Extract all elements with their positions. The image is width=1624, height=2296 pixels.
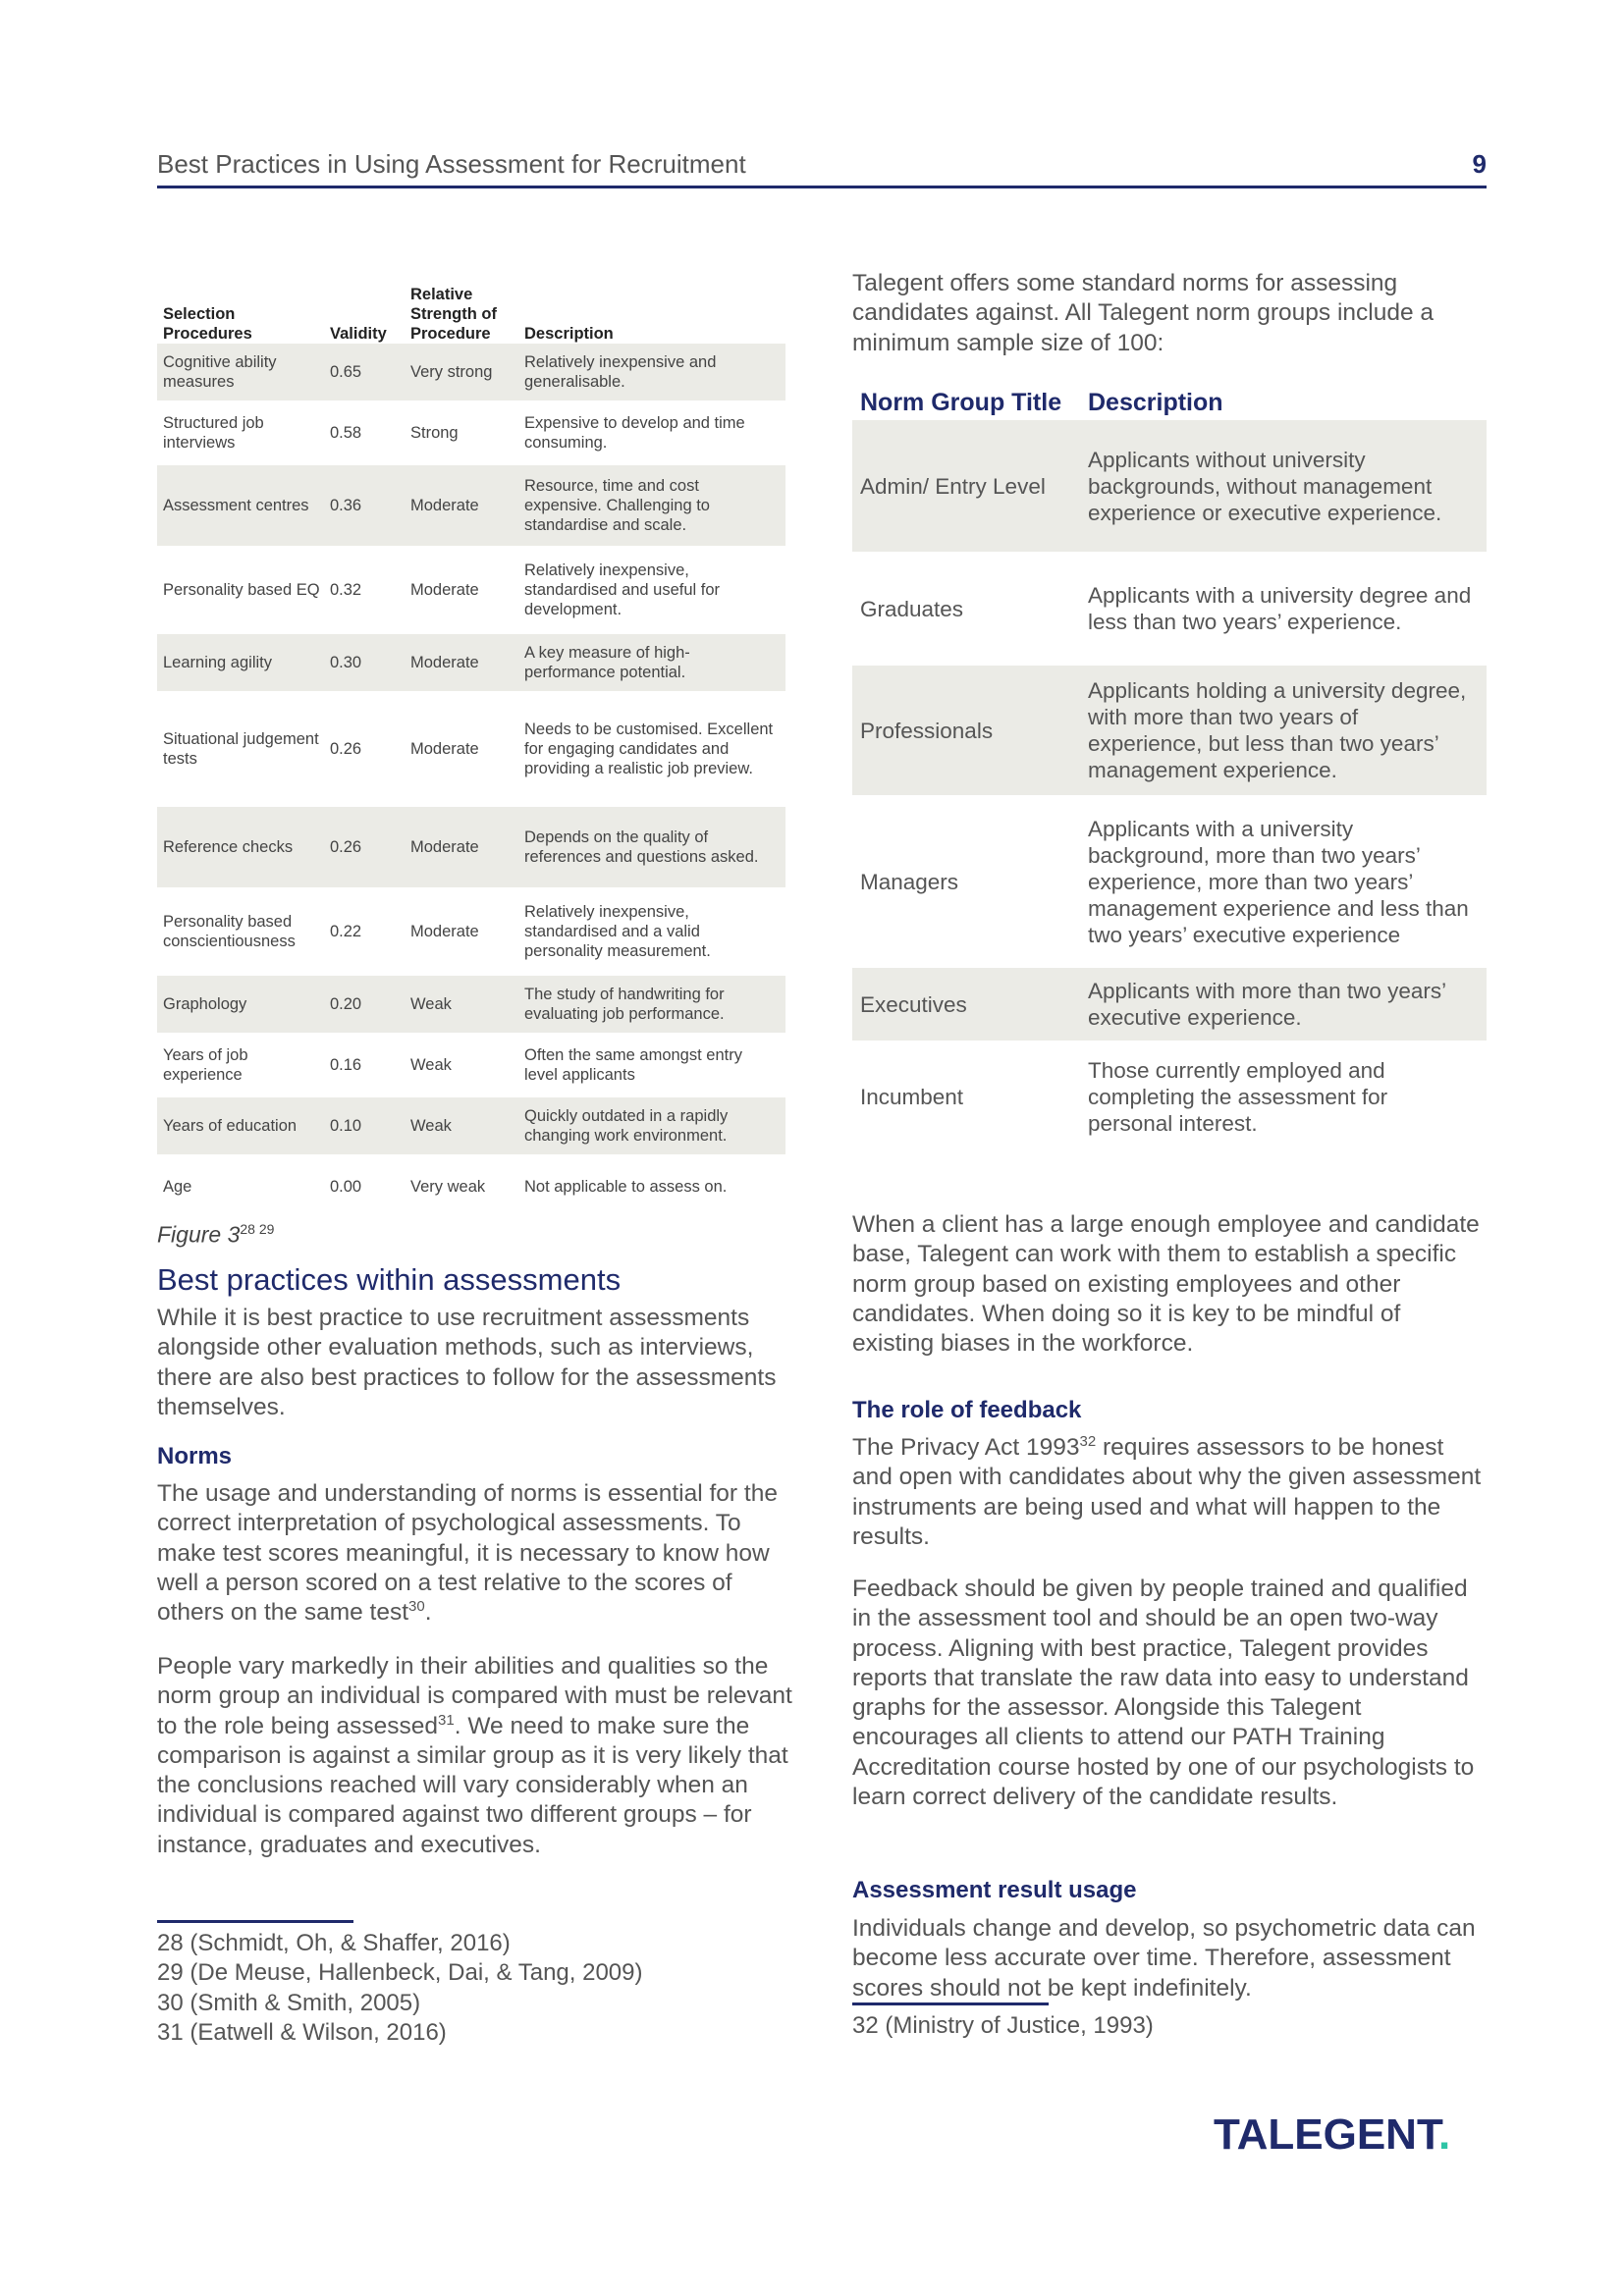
cell-procedure: Cognitive ability measures <box>163 353 277 391</box>
norm-row <box>852 1046 1487 1152</box>
norms-heading: Norms <box>157 1443 233 1469</box>
table-row <box>157 1037 785 1097</box>
cell-procedure: Reference checks <box>163 838 294 856</box>
cell-norm-description: Applicants with a university degree and less than two years’ experience. <box>1088 583 1472 634</box>
cell-validity: 0.30 <box>330 654 362 671</box>
cell-norm-title: Managers <box>860 869 959 894</box>
norm-row <box>852 968 1487 1046</box>
cell-strength: Moderate <box>410 654 479 671</box>
cell-procedure: Personality based EQ <box>163 581 320 599</box>
norm-table-header <box>852 389 1487 420</box>
cell-validity: 0.22 <box>330 923 362 940</box>
cell-validity: 0.32 <box>330 581 362 599</box>
norms-intro-paragraph: Talegent offers some standard norms for assessing candidates against. All Talegent norm groups include a minimum sample size of 100: <box>852 270 1435 356</box>
cell-norm-description: Applicants with more than two years’ executive experience. <box>1088 979 1446 1030</box>
cell-validity: 0.20 <box>330 995 362 1013</box>
cell-validity: 0.10 <box>330 1117 362 1135</box>
usage-paragraph: Individuals change and develop, so psychometric data can become less accurate over time. Therefore, assessment scores should not be kept indefinitely. <box>852 1915 1476 2002</box>
table-body <box>157 344 785 1219</box>
cell-procedure: Years of job experience <box>163 1046 248 1084</box>
client-paragraph: When a client has a large enough employee and candidate base, Talegent can work with them to establish a specific norm group based on existing employees and other candidates. When doing so it is key to be mindful of existing biases in the workforce. <box>852 1211 1480 1358</box>
norms-p2-text-b: . We need to make sure the comparison is against a similar group as it is very likely that the conclusions reached will vary considerably when an individual is compared against two different groups – for instance, graduates and executives. <box>157 1712 788 1858</box>
cell-strength: Very strong <box>410 363 493 381</box>
table-row <box>157 891 785 976</box>
right-footnote-rule <box>852 2002 1049 2005</box>
table-row <box>157 344 785 404</box>
table-row <box>157 976 785 1037</box>
figure-refs: 28 29 <box>240 1221 275 1237</box>
logo-dot: . <box>1437 2110 1451 2159</box>
cell-strength: Weak <box>410 1117 452 1135</box>
page-number: 9 <box>1472 149 1487 179</box>
feedback-paragraph-1 <box>852 1433 1487 1552</box>
cell-description: A key measure of high-performance potential. <box>524 644 690 681</box>
norm-group-table <box>852 389 1487 1152</box>
footnote-list <box>157 1929 643 2048</box>
feedback-p1-ref: 32 <box>1079 1432 1097 1450</box>
cell-norm-title: Executives <box>860 991 967 1017</box>
talegent-logo <box>1214 2110 1450 2160</box>
table-row <box>157 1097 785 1158</box>
cell-norm-title: Graduates <box>860 596 964 621</box>
feedback-p1-text-a: The Privacy Act 1993 <box>852 1434 1080 1461</box>
header-description: Description <box>524 325 614 343</box>
figure-label: Figure 3 <box>157 1221 241 1248</box>
table-row <box>157 695 785 807</box>
cell-strength: Strong <box>410 424 459 442</box>
cell-strength: Moderate <box>410 923 479 940</box>
table-row <box>157 550 785 634</box>
footnote-29: 29 (De Meuse, Hallenbeck, Dai, & Tang, 2009) <box>157 1959 643 1987</box>
cell-procedure: Years of education <box>163 1117 298 1135</box>
cell-description: Relatively inexpensive and generalisable. <box>524 353 717 391</box>
cell-procedure: Personality based conscientiousness <box>163 913 296 950</box>
logo-text: TALEGENT <box>1214 2110 1438 2159</box>
footnote-31: 31 (Eatwell & Wilson, 2016) <box>157 2018 447 2046</box>
cell-strength: Weak <box>410 995 452 1013</box>
section-subheading: Best practices within assessments <box>157 1262 622 1297</box>
cell-strength: Very weak <box>410 1178 486 1196</box>
norms-paragraph-2 <box>157 1652 795 1860</box>
cell-description: Resource, time and cost expensive. Challenging to standardise and scale. <box>524 477 710 534</box>
cell-description: Needs to be customised. Excellent for engaging candidates and providing a realistic job preview. <box>524 721 774 777</box>
footnote-28: 28 (Schmidt, Oh, & Shaffer, 2016) <box>157 1930 511 1956</box>
header-procedure: Selection Procedures <box>163 305 252 343</box>
cell-strength: Moderate <box>410 497 479 514</box>
cell-description: Expensive to develop and time consuming. <box>524 414 745 452</box>
cell-norm-description: Applicants holding a university degree, with more than two years of experience, but less than two years’ management experience. <box>1088 678 1467 782</box>
table-row <box>157 465 785 550</box>
cell-validity: 0.65 <box>330 363 362 381</box>
cell-validity: 0.58 <box>330 424 362 442</box>
cell-strength: Moderate <box>410 581 479 599</box>
cell-description: Relatively inexpensive, standardised and useful for development. <box>524 561 721 618</box>
cell-procedure: Learning agility <box>163 654 272 671</box>
norm-row <box>852 801 1487 968</box>
footnote-rule <box>157 1920 353 1923</box>
cell-validity: 0.26 <box>330 838 362 856</box>
cell-description: Not applicable to assess on. <box>524 1178 728 1196</box>
table-row <box>157 634 785 695</box>
cell-validity: 0.16 <box>330 1056 362 1074</box>
cell-norm-description: Those currently employed and completing the assessment for personal interest. <box>1088 1057 1388 1136</box>
cell-norm-description: Applicants without university backgrounds, without management experience or executive experience. <box>1088 447 1442 525</box>
table-row <box>157 404 785 465</box>
cell-procedure: Structured job interviews <box>163 414 264 452</box>
norms-p2-text-a: People vary markedly in their abilities and qualities so the norm group an individual is compared with must be relevant to the role being assessed <box>157 1653 792 1739</box>
norms-p2-ref: 31 <box>438 1711 455 1729</box>
cell-description: Relatively inexpensive, standardised and a valid personality measurement. <box>524 903 711 960</box>
figure-caption <box>157 1221 274 1249</box>
norms-paragraph-1: The usage and understanding of norms is essential for the correct interpretation of psychological assessments. To make test scores meaningful, it is necessary to know how well a person scored on a test relative to the scores of others on the same test$^{30}$. <box>157 1480 778 1627</box>
cell-procedure: Age <box>163 1178 192 1196</box>
selection-procedures-table <box>157 279 785 1219</box>
cell-procedure: Graphology <box>163 995 247 1013</box>
footnote-32: 32 (Ministry of Justice, 1993) <box>852 2012 1154 2039</box>
header-norm-title: Norm Group Title <box>860 389 1062 416</box>
cell-norm-title: Incumbent <box>860 1084 964 1109</box>
norm-row <box>852 420 1487 558</box>
feedback-paragraph-2: Feedback should be given by people trained and qualified in the assessment tool and should be an open two-way process. Aligning with best practice, Talegent provides reports that translate the raw data into easy to understand graphs for the assessor. Alongside this Talegent encourages all clients to attend our PATH Training Accreditation course hosted by one of our psychologists to learn correct delivery of the candidate results. <box>852 1575 1475 1811</box>
usage-heading: Assessment result usage <box>852 1877 1137 1903</box>
cell-description: Depends on the quality of references and questions asked. <box>524 828 759 866</box>
cell-norm-description: Applicants with a university background, more than two years’ experience, more than two years’ management experience and less than two years’ executive experience <box>1088 816 1469 947</box>
cell-strength: Weak <box>410 1056 452 1074</box>
cell-norm-title: Professionals <box>860 718 994 743</box>
norms-p1-ref: 30 <box>408 1598 425 1616</box>
cell-norm-title: Admin/ Entry Level <box>860 473 1046 499</box>
running-header-title: Best Practices in Using Assessment for Recruitment <box>157 149 746 179</box>
norm-row <box>852 558 1487 666</box>
norm-table-body <box>852 420 1487 1152</box>
cell-strength: Moderate <box>410 838 479 856</box>
cell-procedure: Situational judgement tests <box>163 730 319 768</box>
cell-validity: 0.26 <box>330 740 362 758</box>
cell-validity: 0.00 <box>330 1178 362 1196</box>
feedback-heading: The role of feedback <box>852 1397 1082 1423</box>
table-row <box>157 807 785 891</box>
cell-strength: Moderate <box>410 740 479 758</box>
header-strength: Relative Strength of Procedure <box>410 286 497 343</box>
table-row <box>157 1158 785 1219</box>
cell-validity: 0.36 <box>330 497 362 514</box>
cell-procedure: Assessment centres <box>163 497 309 514</box>
intro-paragraph: While it is best practice to use recruitment assessments alongside other evaluation methods, such as interviews, there are also best practices to follow for the assessments themselves. <box>157 1305 777 1420</box>
cell-description: The study of handwriting for evaluating job performance. <box>524 986 725 1023</box>
footnote-30: 30 (Smith & Smith, 2005) <box>157 1989 421 2016</box>
header-rule <box>157 186 1487 188</box>
feedback-p1-text-b: requires assessors to be honest and open with candidates about why the given assessment instruments are being used and what will happen to the results. <box>852 1434 1482 1550</box>
table-header-row <box>157 279 785 344</box>
norms-p1-text: The usage and understanding of norms is essential for the correct interpretation of psychological assessments. To make test scores meaningful, it is necessary to know how well a person scored on a test relative to the scores of others on the same test <box>157 1480 778 1627</box>
norm-row <box>852 666 1487 801</box>
cell-description: Quickly outdated in a rapidly changing work environment. <box>524 1107 729 1145</box>
header-norm-description: Description <box>1088 389 1223 416</box>
header-validity: Validity <box>330 325 387 343</box>
cell-description: Often the same amongst entry level applicants <box>524 1046 742 1084</box>
